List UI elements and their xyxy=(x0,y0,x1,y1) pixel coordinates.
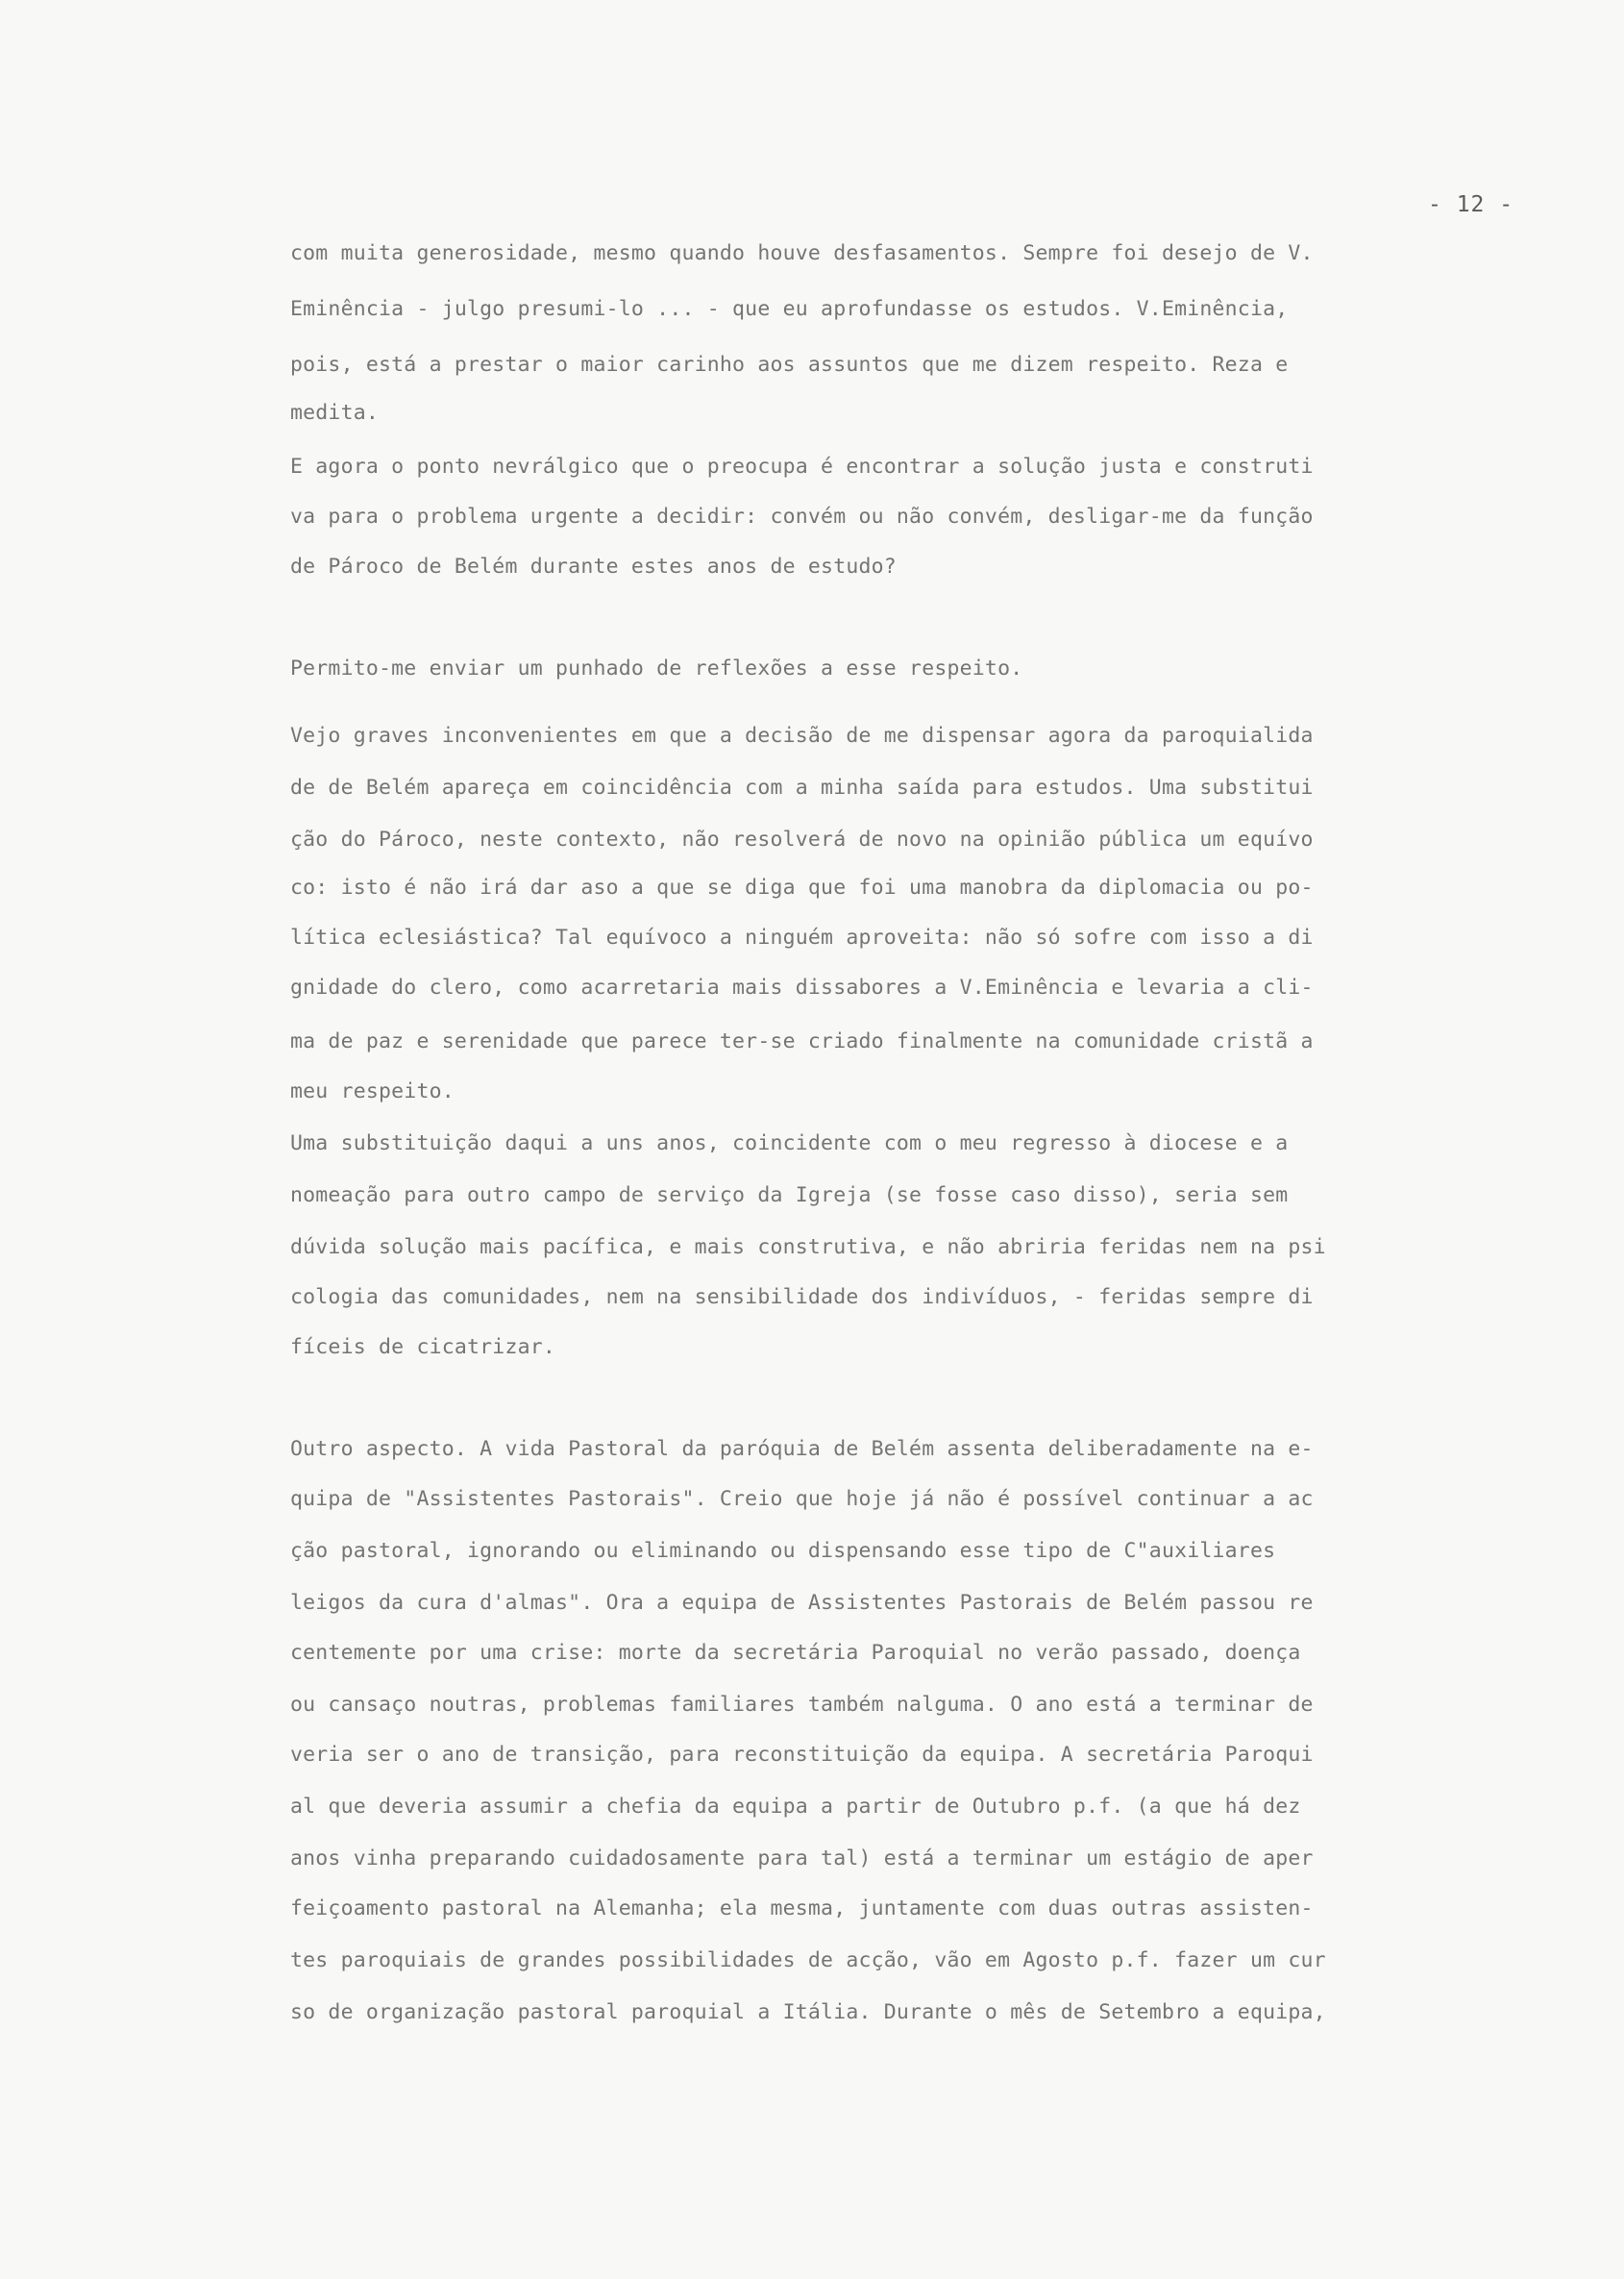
text-line: Outro aspecto. A vida Pastoral da paróquia de Belém assenta deliberadamente na e- xyxy=(290,1437,1314,1461)
text-line: medita. xyxy=(290,401,380,425)
page-number: - 12 - xyxy=(1428,192,1514,217)
text-line: ou cansaço noutras, problemas familiares também nalguma. O ano está a terminar de xyxy=(290,1693,1314,1717)
text-line: gnidade do clero, como acarretaria mais dissabores a V.Eminência e levaria a cli- xyxy=(290,976,1314,1000)
text-line: ma de paz e serenidade que parece ter-se criado finalmente na comunidade cristã a xyxy=(290,1029,1314,1053)
text-line: tes paroquiais de grandes possibilidades de acção, vão em Agosto p.f. fazer um cur xyxy=(290,1948,1326,1972)
text-line: E agora o ponto nevrálgico que o preocupa é encontrar a solução justa e construti xyxy=(290,455,1314,479)
text-line: cologia das comunidades, nem na sensibilidade dos indivíduos, - feridas sempre di xyxy=(290,1285,1314,1309)
text-line: co: isto é não irá dar aso a que se diga que foi uma manobra da diplomacia ou po- xyxy=(290,876,1314,900)
text-line: com muita generosidade, mesmo quando houve desfasamentos. Sempre foi desejo de V. xyxy=(290,241,1314,265)
text-line: Uma substituição daqui a uns anos, coincidente com o meu regresso à diocese e a xyxy=(290,1131,1289,1155)
text-line: al que deveria assumir a chefia da equipa a partir de Outubro p.f. (a que há dez xyxy=(290,1795,1301,1819)
text-line: leigos da cura d'almas". Ora a equipa de Assistentes Pastorais de Belém passou re xyxy=(290,1591,1314,1615)
text-line: lítica eclesiástica? Tal equívoco a ninguém aproveita: não só sofre com isso a di xyxy=(290,926,1314,950)
text-line: nomeação para outro campo de serviço da Igreja (se fosse caso disso), seria sem xyxy=(290,1183,1289,1207)
text-line: ção do Pároco, neste contexto, não resolverá de novo na opinião pública um equívo xyxy=(290,828,1314,852)
text-line: quipa de "Assistentes Pastorais". Creio que hoje já não é possível continuar a ac xyxy=(290,1487,1314,1511)
text-line: Eminência - julgo presumi-lo ... - que eu aprofundasse os estudos. V.Eminência, xyxy=(290,297,1289,321)
text-line: ção pastoral, ignorando ou eliminando ou dispensando esse tipo de C"auxiliares xyxy=(290,1539,1276,1563)
text-line: de de Belém apareça em coincidência com a minha saída para estudos. Uma substitui xyxy=(290,776,1314,800)
text-line: anos vinha preparando cuidadosamente para tal) está a terminar um estágio de aper xyxy=(290,1846,1314,1870)
text-line: pois, está a prestar o maior carinho aos assuntos que me dizem respeito. Reza e xyxy=(290,353,1289,377)
text-line: Permito-me enviar um punhado de reflexões a esse respeito. xyxy=(290,656,1023,681)
text-line: de Pároco de Belém durante estes anos de estudo? xyxy=(290,555,897,579)
text-line: feiçoamento pastoral na Alemanha; ela mesma, juntamente com duas outras assisten- xyxy=(290,1896,1314,1920)
text-line: centemente por uma crise: morte da secretária Paroquial no verão passado, doença xyxy=(290,1641,1301,1665)
text-line: va para o problema urgente a decidir: convém ou não convém, desligar-me da função xyxy=(290,505,1314,529)
text-line: fíceis de cicatrizar. xyxy=(290,1335,556,1359)
text-line: meu respeito. xyxy=(290,1079,455,1103)
text-line: dúvida solução mais pacífica, e mais construtiva, e não abriria feridas nem na psi xyxy=(290,1235,1326,1259)
text-line: Vejo graves inconvenientes em que a decisão de me dispensar agora da paroquialida xyxy=(290,724,1314,748)
text-line: so de organização pastoral paroquial a Itália. Durante o mês de Setembro a equipa, xyxy=(290,2000,1326,2024)
text-line: veria ser o ano de transição, para reconstituição da equipa. A secretária Paroqui xyxy=(290,1743,1314,1767)
